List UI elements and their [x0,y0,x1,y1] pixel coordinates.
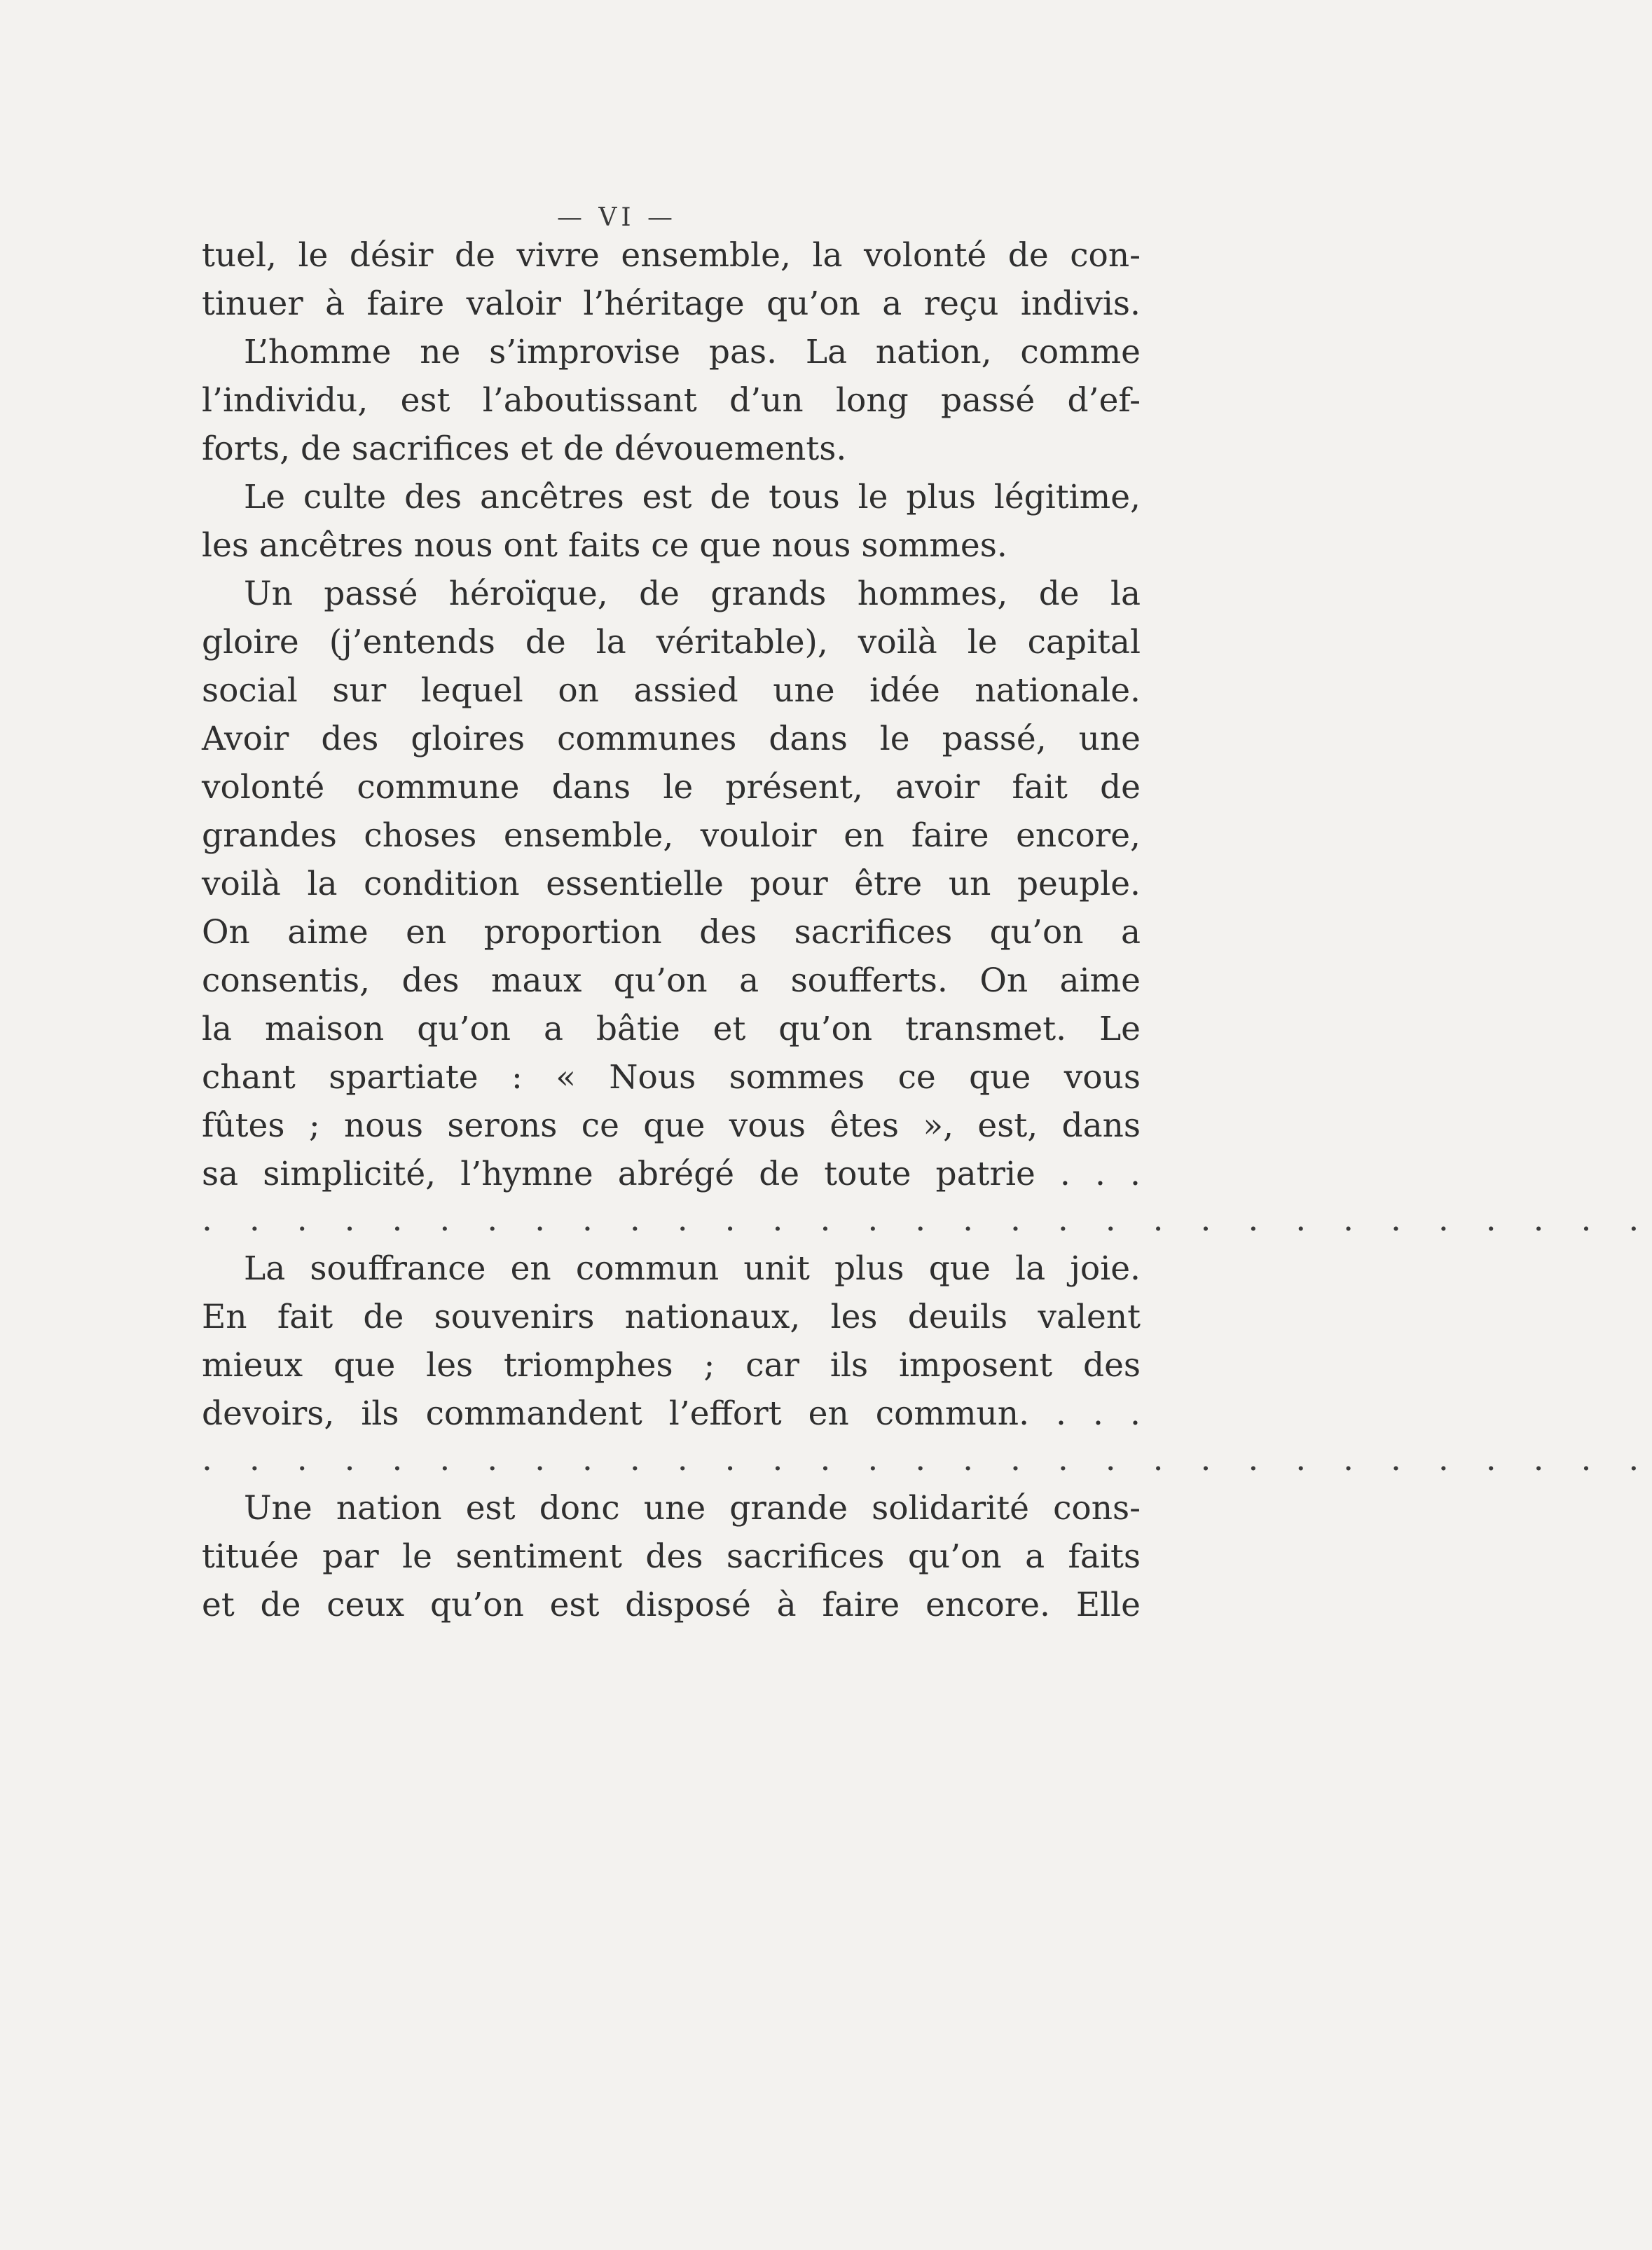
text-line: devoirs, ils commandent l’effort en commun. . . . [202,1394,1141,1433]
text-line: l’individu, est l’aboutissant d’un long passé d’ef- [202,381,1141,420]
text-line: La souffrance en commun unit plus que la joie. [244,1249,1141,1288]
text-line: les ancêtres nous ont faits ce que nous sommes. [202,526,1007,565]
text-line: fûtes ; nous serons ce que vous êtes », est, dans [202,1106,1141,1145]
text-line: mieux que les triomphes ; car ils imposent des [202,1346,1141,1385]
text-line: Une nation est donc une grande solidarité cons- [244,1489,1141,1528]
ellipsis-line: . . . . . . . . . . . . . . . . . . . . . . . . . . . . . . . [202,1440,1652,1479]
text-line: voilà la condition essentielle pour être un peuple. [202,865,1141,903]
text-line: Un passé héroïque, de grands hommes, de la [244,575,1141,613]
text-line: forts, de sacrifices et de dévouements. [202,430,847,468]
text-line: sa simplicité, l’hymne abrégé de toute patrie . . . [202,1155,1141,1193]
text-line: grandes choses ensemble, vouloir en faire encore, [202,816,1141,855]
page-number-header: — VI — [556,203,677,232]
text-line: En fait de souvenirs nationaux, les deuils valent [202,1298,1141,1336]
text-line: Avoir des gloires communes dans le passé, une [202,720,1141,758]
text-line: tinuer à faire valoir l’héritage qu’on a reçu indivis. [202,284,1141,323]
text-line: On aime en proportion des sacrifices qu’on a [202,913,1141,952]
text-line: tituée par le sentiment des sacrifices qu’on a faits [202,1537,1141,1576]
text-line: et de ceux qu’on est disposé à faire encore. Elle [202,1586,1141,1624]
text-line: volonté commune dans le présent, avoir fait de [202,768,1141,807]
text-line: social sur lequel on assied une idée nationale. [202,671,1141,710]
text-line: L’homme ne s’improvise pas. La nation, comme [244,333,1141,371]
text-line: chant spartiate : « Nous sommes ce que vous [202,1058,1141,1097]
ellipsis-line: . . . . . . . . . . . . . . . . . . . . . . . . . . . . . . . [202,1200,1652,1239]
text-line: la maison qu’on a bâtie et qu’on transmet. Le [202,1010,1141,1048]
text-line: gloire (j’entends de la véritable), voilà le capital [202,623,1141,661]
text-line: consentis, des maux qu’on a soufferts. On aime [202,961,1141,1000]
text-line: Le culte des ancêtres est de tous le plus légitime, [244,478,1141,516]
text-line: tuel, le désir de vivre ensemble, la volonté de con- [202,236,1141,275]
